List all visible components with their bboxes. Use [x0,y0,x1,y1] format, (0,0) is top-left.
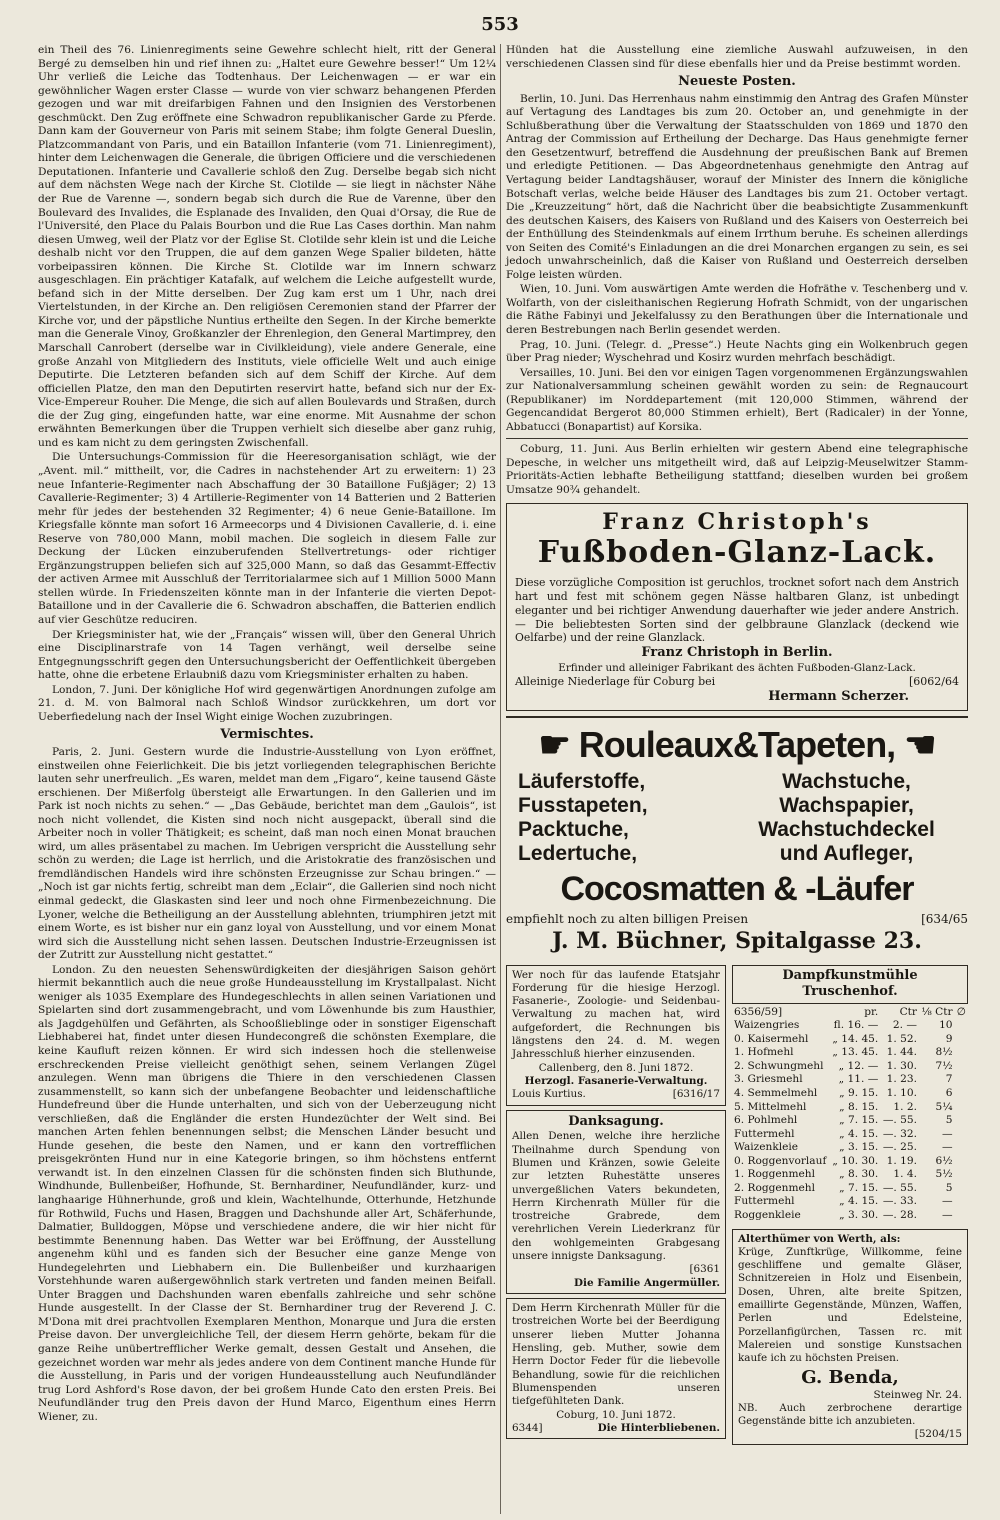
table-cell: 0. Kaisermehl [734,1032,809,1045]
article-paragraph: ein Theil des 76. Linienregiments seine Gewehre schlecht hielt, ritt der General Bergé zu demselben hin und rief ihnen zu: „Haltet eure Gewehre besser!“ Um 12¼ Uhr verließ die Leiche das Todtenhaus. Der Leichenwagen — er war ein gewöhnlicher Wagen erster Classe — wurde von vier schwarz behangenen Pferden gezogen und war mit dreifarbigen Fahnen und den Insignien des Verstorbenen geschmückt. Den Zug eröffnete eine Schwadron republikanischer Garde zu Pferde. Dann kam der Gouverneur von Paris mit seinem Stabe; ihm folgte General Dueslin, Platzcommandant von Paris, und ein Bataillon Infanterie (vom 71. Linienregiment), hinter dem Leichenwagen die Generale, die übrigen Officiere und die verschiedenen Deputationen. Infanterie und Cavallerie schloß den Zug. Derselbe begab sich nicht auf dem nächsten Wege nach der Kirche St. Clotilde — sie liegt in nächster Nähe der Rue de Varenne —, sondern begab sich durch die Rue de Varenne, über den Boulevard des Invalides, die Esplanade des Invaliden, den Quai d'Orsay, die Rue de l'Université, den Place du Palais Bourbon und die Rue Las Cases dorthin. Man nahm diesen Umweg, weil der Platz vor der Eglise St. Clotilde sehr klein ist und die Leiche deshalb nicht vor den Truppen, die auf dem ganzen Wege Spalier bildeten, hätte vorbeipassiren können. Die Kirche St. Clotilde war im Innern schwarz ausgeschlagen. Ein prächtiger Katafalk, auf welchem die Leiche aufgestellt wurde, befand sich in der Mitte derselben. Der Zug kam erst um 1 Uhr, nach drei Viertelstunden, in der Kirche an. Den religiösen Ceremonien stand der Pfarrer der Kirche vor, und der päpstliche Nuntius ertheilte den Segen. In der Kirche bemerkte man die Generale Vinoy, Großkanzler der Ehrenlegion, den General Martimprey, den Marschall Canrobert (derselbe war in Civilkleidung), viele andere Generale, eine große Anzahl von Mitgliedern des Instituts, viele officielle Welt und auch einige Deputirte. Die Letzteren befanden sich auf dem Schiff der Kirche. Auf dem officiellen Platze, den man den Deputirten reservirt hatte, befand sich nur der Ex-Vice-Empereur Rouher. Die Menge, die sich auf allen Boulevards und Straßen, durch die der Zug ging, eingefunden hatte, war eine enorme. Mit Ausnahme der schon erwähnten Bemerkungen über die Truppen verhielt sich dieselbe aber ganz ruhig, und es kam nicht zu dem geringsten Zwischenfall. [38,44,496,449]
section-heading-neueste-posten: Neueste Posten. [678,74,796,90]
news-item: Berlin, 10. Juni. Das Herrenhaus nahm einstimmig den Antrag des Grafen Münster auf Vertagung des Landtages bis zum 20. October an, und genehmigte in der Schlußberathung über die Verwaltung der Staatsschulden von 1869 und 1870 den Antrag der Commission auf Ertheilung der Decharge. Das Haus genehmigte ferner den Gesetzentwurf, betreffend die Ausdehnung der preußischen Bank auf Bremen und erledigte Petitionen. — Das Abgeordnetenhaus genehmigte den Antrag auf Vertagung beider Landtagshäuser, worauf der Minister des Innern die königliche Botschaft verlas, welche beide Häuser des Landtages bis zum 21. October vertagt. Die „Kreuzzeitung“ hört, daß die Nachricht über die beabsichtigte Zusammenkunft des deutschen Kaisers, des Kaisers von Rußland und des Kaisers von Oesterreich bei der Enthüllung des Steindenkmals auf einem Irrthum beruhe. Es scheinen allerdings von Seiten des Comité's Einladungen an die drei Monarchen ergangen zu sein, es sei jedoch unwahrscheinlich, daß die Kaiser von Rußland und Oesterreich derselben Folge leisten würden. [506,92,968,281]
table-row [732,1046,968,1060]
notice-text: Wer noch für das laufende Etatsjahr Forderung für die hiesige Herzogl. Fasanerie-, Zoologie- und Seidenbau-Verwaltung zu machen hat, wird aufgefordert, die Rechnungen bis längstens den 24. d. M. wegen Jahresschluß hierher einzusenden. [512,968,720,1061]
table-cell: 7 [945,1073,953,1086]
advertisement-alterthuemer [732,1229,968,1446]
notice-name: Louis Kurtius. [512,1088,586,1101]
notice-reference: [6361 [689,1263,720,1276]
ad-firm: J. M. Büchner, Spitalgasse 23. [552,928,922,955]
ad-title [506,722,968,768]
table-row [732,1182,968,1196]
table-row [732,1195,968,1209]
table-cell: 1. 44. [886,1046,917,1059]
table-cell: „ 3. 15. [839,1141,879,1154]
table-cell: —. 55. [882,1114,917,1127]
table-cell: 1. 30. [886,1059,917,1072]
table-row [732,1209,968,1223]
notice-danksagung-2 [506,1298,726,1439]
table-cell: 1. 4. [893,1168,917,1181]
ad-address: Steinweg Nr. 24. [873,1388,962,1401]
table-cell: — [941,1141,953,1154]
table-cell: —. 28. [882,1208,917,1221]
table-cell: 1. 10. [886,1087,917,1100]
ad-maker: Franz Christoph in Berlin. [641,645,833,661]
ad-item: und Aufleger, [779,842,914,866]
left-column [38,44,496,1425]
mill-price-table [732,1006,968,1223]
notice-text: Allen Denen, welche ihre herzliche Theilnahme durch Spendung von Blumen und Kränzen, sowie Geleite zur letzten Ruhestätte unseres unvergeßlichen Vaters bekundeten, Herrn Kirchenrath Müller für die trostreiche Grabrede, dem verehrlichen Verein Liederkranz für den wohlgemeinten Grabgesang unsere innigste Danksagung. [512,1130,720,1263]
table-row [732,1060,968,1074]
table-cell: 5. Mittelmehl [734,1100,807,1113]
table-cell: Roggenkleie [734,1208,801,1221]
ad-item: Wachspapier, [779,794,914,818]
ad-reference: [6062/64 [909,675,959,689]
table-cell: 3. Griesmehl [734,1073,803,1086]
table-cell: „ 8. 15. [839,1100,879,1113]
article-paragraph: London, 7. Juni. Der königliche Hof wird gegenwärtigen Anordnungen zufolge am 21. d. M. von Balmoral nach Schloß Windsor zurückkehren, um dort vor Ueberfiedelung nach der Insel Wight einige Wochen zuzubringen. [38,683,496,723]
article-paragraph: Der Kriegsminister hat, wie der „Français“ wissen will, über den General Uhrich eine Disciplinarstrafe von 14 Tagen verhängt, weil derselbe seine Entgegnungsschrift gegen den Untersuchungsbericht der Oeffentlichkeit übergeben hatte, ohne die erbetene Erlaubniß dazu vom Kriegsminister erhalten zu haben. [38,628,496,682]
table-cell: Waizenkleie [734,1141,799,1154]
ad-item: Läuferstoffe, [518,769,646,793]
ad-maker-subtitle: Erfinder und alleiniger Fabrikant des ächten Fußboden-Glanz-Lack. [558,661,916,674]
advertisement-fussboden-lack [506,503,968,711]
table-row [732,1128,968,1142]
table-cell: —. 25. [882,1141,917,1154]
table-cell: „ 10. 30. [832,1154,879,1167]
table-row [732,1155,968,1169]
classifieds-left [506,965,726,1446]
table-cell: 9 [945,1032,953,1045]
notice-heading: Danksagung. [568,1113,664,1129]
table-cell: 1. Roggenmehl [734,1168,816,1181]
pointing-hand-icon: ☚ [904,723,936,765]
table-cell: „ 8. 30. [839,1168,879,1181]
table-cell: 8½ [935,1046,953,1059]
table-cell: —. 32. [882,1127,917,1140]
table-cell: 5¼ [935,1100,953,1113]
table-cell: 1. 52. [886,1032,917,1045]
pointing-hand-icon: ☛ [538,723,570,765]
ad-item: Packtuche, [518,818,629,842]
ad-item: Ledertuche, [518,842,638,866]
table-cell: 1. Hofmehl [734,1046,794,1059]
column-divider [500,44,501,1514]
notice-reference: [6316/17 [672,1088,720,1101]
notice-place-date: Callenberg, den 8. Juni 1872. [538,1061,694,1074]
news-item: Prag, 10. Juni. (Telegr. d. „Presse“.) Heute Nachts ging ein Wolkenbruch gegen über Prag nieder; Wyschehrad und Kosirz wurden mehrfach beschädigt. [506,338,968,365]
notice-signature: Die Familie Angermüller. [574,1276,720,1289]
table-header: ⅛ Ctr [921,1005,953,1018]
classifieds-right [732,965,968,1446]
table-header: pr. [864,1005,879,1018]
table-cell: „ 4. 15. [839,1195,879,1208]
table-row [732,1033,968,1047]
table-cell: 10 [939,1019,953,1032]
ad-body: Krüge, Zunftkrüge, Willkomme, feine geschliffene und gemalte Gläser, Schnitzereien in Holz und Eisenbein, Dosen, Uhren, alte breite Spitzen, emaillirte Gegenstände, Münzen, Waffen, Perlen und Edelsteine, Porzellanfigürchen, Tassen rc. mit Malereien und sonstige Kunstsachen kaufe ich zu höchsten Preisen. [738,1245,962,1365]
article-paragraph: Paris, 2. Juni. Gestern wurde die Industrie-Ausstellung von Lyon eröffnet, einstweilen ohne Feierlichkeit. Die bis jetzt vorliegenden telegraphischen Berichte lauten sehr unerfreulich. „Es waren, meldet man dem „Figaro“, keine tausend Gäste erschienen. Der Mißerfolg übersteigt alle Erwartungen. In den Gallerien und im Park ist noch nichts zu sehen.“ — „Das Gebäude, berichtet man dem „Gaulois“, ist noch nicht vollendet, die Kisten sind noch nicht ausgepackt, überall sind die Arbeiter noch in voller Thätigkeit; es scheint, daß man noch einen Monat brauchen wird, um alles präsentabel zu machen. Im Uebrigen verspricht die Ausstellung sehr schön zu werden; die Lage ist herrlich, und die Aristokratie des französischen und fremdländischen Handels wird ihre schönsten Erzeugnisse zur Schau bringen.“ — „Noch ist gar nichts fertig, schreibt man dem „Eclair“, die Gallerien sind noch nicht einmal gedeckt, die Glaskasten sind leer und noch ohne Firmenbezeichnung. Die Lyoner, welche die Betheiligung an der Ausstellung ablehnten, triumphiren jetzt mit einem Worte, es ist bisher nur ein ganz loyal von Ausstellung, und vor einem Monat wird sich die Ausstellung nicht sehen lassen. Deutschen Industrie-Erzeugnissen ist der Zutritt zur Ausstellung nicht gestattet.“ [38,745,496,962]
table-row [732,1101,968,1115]
ad-body: Diese vorzügliche Composition ist geruchlos, trocknet sofort nach dem Anstrich hart und fest mit schönem gegen Nässe haltbaren Glanz, ist unbedingt eleganter und bei richtiger Anwendung dauerhafter wie jeder andere Anstrich. — Die beliebtesten Sorten sind der gelbbraune Glanzlack (deckend wie Oelfarbe) und der reine Glanzlack. [515,576,959,645]
notice-signature: Die Hinterbliebenen. [597,1421,720,1434]
news-item: Coburg, 11. Juni. Aus Berlin erhielten wir gestern Abend eine telegraphische Depesche, in welcher uns mitgetheilt wird, daß auf Leipzig-Meuselwitzer Stamm-Prioritäts-Actien lebhafte Betheiligung stattfand; dieselben wurden bei großem Umsatze 90¾ gehandelt. [506,443,968,497]
ad-reference: [5204/15 [914,1428,962,1441]
table-cell: 2. Schwungmehl [734,1059,824,1072]
notice-place-date: Coburg, 10. Juni 1872. [556,1408,676,1421]
table-header: Ctr [899,1005,917,1018]
table-cell: „ 9. 15. [839,1087,879,1100]
table-row [732,1019,968,1033]
table-cell: 1. 19. [886,1154,917,1167]
notice-sign-row [512,1422,720,1435]
notice-signature: Herzogl. Fasanerie-Verwaltung. [524,1075,708,1087]
classifieds-area [506,965,968,1446]
table-cell: „ 12. — [838,1059,879,1072]
article-paragraph: Hünden hat die Ausstellung eine ziemliche Auswahl aufzuweisen, in den verschiedenen Classen sind für diese ebenfalls hier und da Preise bestimmt worden. [506,44,968,70]
ad-coco-headline: Cocosmatten & -Läufer [560,870,914,909]
news-item: Wien, 10. Juni. Vom auswärtigen Amte werden die Hofräthe v. Teschenberg und v. Wolfarth, von der cisleithanischen Regierung Hofrath Schmidt, von der ungarischen die Räthe Fabinyi und Jekelfalussy zu den Berathungen über die Internationale und deren Bestrebungen nach Berlin gesendet werden. [506,283,968,337]
table-cell: fl. 16. — [833,1019,879,1032]
ad-heading: Alterthümer von Werth, als: [738,1232,901,1245]
table-cell: —. 55. [882,1181,917,1194]
ad-reference: [634/65 [921,911,968,926]
notice-danksagung-1 [506,1110,726,1294]
ad-title-text: Rouleaux&Tapeten, [578,723,896,765]
table-cell: 5½ [935,1168,953,1181]
table-cell: Futtermehl [734,1195,795,1208]
table-cell: Futtermehl [734,1127,795,1140]
table-cell: 6. Pohlmehl [734,1114,798,1127]
table-cell: 2. — [892,1019,917,1032]
ad-note: NB. Auch zerbrochene derartige Gegenstände bitte ich anzubieten. [738,1402,962,1428]
table-cell: — [941,1195,953,1208]
table-header-row [732,1006,968,1020]
table-cell: „ 13. 45. [832,1046,879,1059]
table-cell: 5 [945,1181,953,1194]
table-cell: 5 [945,1114,953,1127]
table-cell: 1. 23. [886,1073,917,1086]
ad-depot: Alleinige Niederlage für Coburg bei [515,675,716,689]
table-row [732,1141,968,1155]
table-row [732,1073,968,1087]
table-cell: „ 7. 15. [839,1181,879,1194]
table-cell: 0. Roggenvorlauf [734,1154,827,1167]
table-row [732,1114,968,1128]
table-cell: 7½ [935,1059,953,1072]
ad-firm: G. Benda, [801,1366,899,1388]
article-paragraph: London. Zu den neuesten Sehenswürdigkeiten der diesjährigen Saison gehört hiermit bekanntlich auch die neue große Hundeausstellung im Krystallpalast. Nicht weniger als 1035 Exemplare des Hundegeschlechts in allen seinen Variationen und Spielarten sind dort zusammengebracht, und vom Löwenhunde bis zum Hausthier, als Jagdgehülfen und Gefährten, als Schooßlieblinge oder in sonstiger Eigenschaft Liebhaberei hat, findet unter diesen Hundecongreß die schönsten Exemplare, die keine Kaufluft reizen können. Er wird sich indessen hoch die stellenweise erschreckenden Preise vielleicht genöthigt sehen, seinem Verlangen Zügel anzulegen. Wenn man übrigens die Thiere in den verschiedenen Classen zusammenstellt, so kann sich der unbefangene Beobachter und leidenschaftliche Hundefreund über die Hunde unterhalten, und sich von der Ueberzeugung nicht verschließen, daß die Engländer die ersten Hundezüchter der Welt sind. Bei manchen Arten fehlen benennungen selbst; die Menschen Länder besucht und Hunde gesehen, die beste den Namen, und er kann den vortrefflichen preisgekrönten Hund nur in eine Kategorie bringen, so ihm höchstens entfernt verwandt ist. In den einzelnen Classen für die schönsten finden sich Bluthunde, Windhunde, Bullenbeißer, Hofhunde, St. Bernhardiner, Neufundländer, kurz- und langhaarige Hühnerhunde, groß und klein, Wachtelhunde, Otterhunde, Hetzhunde für Rothwild, Fuchs und Hasen, Braggen und Dachshunde aller Art, Schäferhunde, Dalmatier, Bulldoggen, Möpse und verschiedene andere, die wir hier nicht für bestimmte Benennung haben. Das Wetter war bei Eröffnung, der Ausstellung angenehm kühl und es fanden sich der Besucher eine ganze Menge von Hundegelehrten und Liebhabern ein. Die Bullenbeißer und kurzhaarigen Vorstehhunde waren außergewöhnlich stark vertreten und fanden meinen Beifall. Unter Braggen und Dachshunden waren ebenfalls zahlreiche und sehr schöne Hunde ausgestellt. In der Classe der St. Bernhardiner trug der Reverend J. C. M'Dona mit drei prachtvollen Exemplaren Menthon, Monarque und Jura die ersten Preise davon. Der unvergleichliche Tell, der diesem Herrn gehörte, bekam für die ganze Reihe unübertrefflicher Werke gemalt, dessen Gestalt und Ansehen, die gezeichnet worden war mehr als jedes andere von dem Continent manche Hunde für die Ausstellung, in Paris und der vorigen Hundeausstellung auch Neufundländer trug Lord Ashford's Rose davon, der bei großem Hunde Cato den ersten Preis. Bei Neufundländer trug den Preis davon der Hund Marco, Eigenthum eines Herrn Wiener, zu. [38,963,496,1423]
page-number: 553 [481,14,519,35]
ad-depot-row [515,675,959,689]
table-row [732,1168,968,1182]
ad-product-name: Fußboden-Glanz-Lack. [537,534,937,570]
ad-recommend-row [506,912,968,927]
notice-forderung [506,965,726,1106]
table-cell: Waizengries [734,1019,800,1032]
ad-product-grid [506,768,968,869]
right-column [506,44,968,1445]
table-cell: 2. Roggenmehl [734,1181,816,1194]
table-cell: „ 7. 15. [839,1114,879,1127]
notice-text: Dem Herrn Kirchenrath Müller für die trostreichen Worte bei der Beerdigung unserer lieben Mutter Johanna Hensling, geb. Muther, sowie dem Herrn Doctor Feder für die liebevolle Behandlung, sowie für die reichlichen Blumenspenden unseren tiefgefühlteten Dank. [512,1302,720,1408]
notice-name-row [512,1088,720,1101]
table-cell: — [941,1127,953,1140]
news-item: Versailles, 10. Juni. Bei den vor einigen Tagen vorgenommenen Ergänzungswahlen zur Nationalversammlung scheinen gewählt worden zu sein: de Regnaucourt (Republikaner) im Norddepartement (mit 120,000 Stimmen, während der Gegencandidat Bergerot 80,000 Stimmen erhielt), Bert (Radicaler) in der Yonne, Abbatucci (Bonapartist) auf Korsika. [506,366,968,433]
section-heading-vermischtes: Vermischtes. [220,727,314,743]
table-cell: 6 [945,1087,953,1100]
mill-price-title: Dampfkunstmühle Truschenhof. [732,965,968,1004]
table-cell: 1. 2. [893,1100,917,1113]
table-cell: „ 14. 45. [832,1032,879,1045]
table-cell: 4. Semmelmehl [734,1087,818,1100]
table-cell: „ 4. 15. [839,1127,879,1140]
table-cell: —. 33. [882,1195,917,1208]
table-cell: 6356/59] [734,1005,783,1018]
ad-item: Wachstuche, [782,769,911,793]
table-row [732,1087,968,1101]
divider [506,438,968,439]
notice-reference: 6344] [512,1421,543,1434]
table-cell: 6½ [935,1154,953,1167]
ad-recommend-text: empfiehlt noch zu alten billigen Preisen [506,911,749,926]
ad-item: Wachstuchdeckel [758,818,935,842]
table-cell: — [941,1208,953,1221]
table-cell: „ 3. 30. [839,1208,879,1221]
ad-merchant: Hermann Scherzer. [768,689,909,705]
article-paragraph: Die Untersuchungs-Commission für die Heeresorganisation schlägt, wie der „Avent. mil.“ mittheilt, vor, die Cadres in nachstehender Art zu erweitern: 1) 23 neue Infanterie-Regimenter nach Abschaffung der 30 Bataillone Fußjäger; 2) 13 Cavallerie-Regimenter; 3) 4 Artillerie-Regimenter von 14 Batterien und 2 Batterien mehr für jedes der bestehenden 32 Regimenter; 4) 6 neue Genie-Bataillone. Im Kriegsfalle könnte man sofort 16 Armeecorps und 4 Divisionen Cavallerie, d. i. eine Reserve von 780,000 Mann, mobil machen. Die sogleich in diesem Falle zur Deckung der Lücken einzuberufenden Stellvertretungs- oder richtiger Ergänzungstruppen beliefen sich auf 325,000 Mann, so daß das Gesammt-Effectiv der activen Armee mit Ausschluß der Territorialarmee sich auf 1 Million 5000 Mann stellen würde. In Friedenszeiten könnte man in der Infanterie die vierten Depot-Bataillone und in der Cavallerie die 6. Schwadron abschaffen, die Batterien endlich auf vier Geschütze reduciren. [38,451,496,626]
advertisement-rouleaux [506,716,968,960]
table-cell: „ 11. — [838,1073,879,1086]
ad-item: Fusstapeten, [518,794,648,818]
ad-title: Franz Christoph's [602,508,872,535]
table-header: ∅ [956,1005,966,1018]
